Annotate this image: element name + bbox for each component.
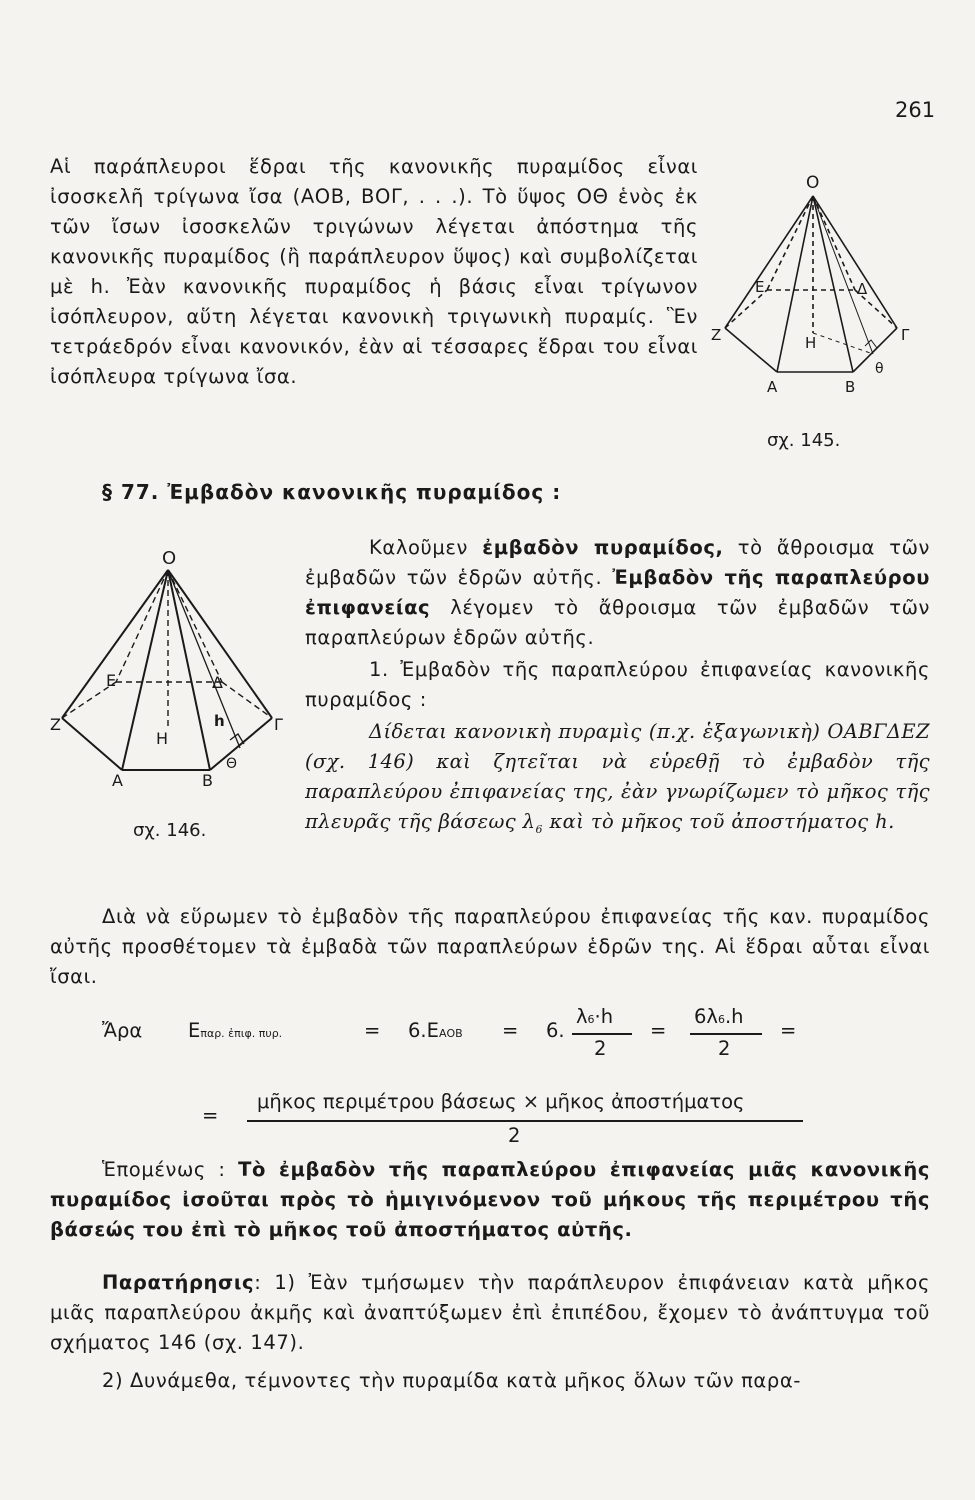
remark-item-2: 2) Δυνάμεθα, τέμνοντες τὴν πυραμίδα κατὰ μῆκος ὅλων τῶν παρα- [102, 1369, 801, 1392]
frac2-num-main: 6λ [694, 1005, 718, 1028]
formula-lhs [188, 1019, 282, 1042]
formula-term1 [408, 1019, 463, 1042]
label-theta: Θ [226, 756, 238, 772]
formula-eq-2: = [502, 1019, 519, 1042]
formula-eq-3: = [650, 1019, 667, 1042]
figure-146-drawing [50, 548, 300, 788]
frac2-bar [690, 1033, 762, 1035]
frac2-num-sub: 6 [717, 1013, 725, 1026]
label-h-slant: h [214, 712, 225, 730]
definition-lead: Καλοῦμεν [369, 536, 483, 559]
definition-rest: λέγομεν τὸ ἄθροισμα τῶν ἐμβαδῶν τῶν παραπλεύρων ἑδρῶν αὐτῆς. [305, 596, 930, 649]
base-dg [222, 682, 272, 718]
frac3-bar [247, 1120, 803, 1122]
label-z: Ζ [50, 715, 61, 734]
frac2-num-end: .h [724, 1005, 744, 1028]
problem-statement-sub: 6 [535, 822, 543, 836]
label-e: Ε [755, 278, 765, 296]
term-pyramid-area: ἐμβαδὸν πυραμίδος, [482, 536, 724, 559]
right-angle-mark [865, 340, 877, 348]
frac1-denominator: 2 [594, 1037, 607, 1060]
formula-eq-4: = [780, 1019, 797, 1042]
label-a: Α [767, 378, 778, 396]
frac1-num-sub: 6 [587, 1013, 595, 1026]
base-za [725, 328, 777, 372]
frac1-num-main: λ [576, 1005, 588, 1028]
problem-title: 1. Ἐμβαδὸν τῆς παραπλεύρου ἐπιφανείας κανονικῆς πυραμίδος : [305, 658, 930, 711]
figure-146 [50, 548, 300, 848]
label-d: Δ [212, 673, 223, 692]
figure-145-caption: σχ. 145. [767, 430, 841, 451]
intro-text: Αἱ παράπλευροι ἕδραι τῆς κανονικῆς πυραμίδος εἶναι ἰσοσκελῆ τρίγωνα ἴσα (ΑΟΒ, ΒΟΓ, . . .). Τὸ ὕψος ΟΘ ἑνὸς ἐκ τῶν ἴσων ἰσοσκελῶν τριγώνων λέγεται ἀπόστημα τῆς κανονικῆς πυραμίδος (ἢ παράπλευρον ὕψος) καὶ συμβολίζεται μὲ h. Ἐὰν κανονικῆς πυραμίδος ἡ βάσις εἶναι τρίγωνον ἰσόπλευρον, αὕτη λέγεται κανονικὴ τριγωνικὴ πυραμίς. Ἓν τετράεδρόν εἶναι κανονικόν, ἐὰν αἱ τέσσαρες ἕδραι του εἶναι ἰσόπλευρα τρίγωνα ἴσα. [50, 155, 698, 388]
formula-prefix: Ἄρα [102, 1019, 143, 1042]
label-z: Ζ [711, 326, 722, 344]
formula-term2-coeff: 6. [546, 1019, 565, 1042]
section-heading: § 77. Ἐμβαδὸν κανονικῆς πυραμίδος : [102, 480, 562, 504]
edge-og [813, 196, 897, 328]
intro-paragraph [50, 152, 698, 392]
frac2-denominator: 2 [718, 1037, 731, 1060]
formula-lhs-symbol: Ε [188, 1019, 201, 1042]
base-za [62, 718, 122, 770]
definition-mid: τὸ ἄθροισμα τῶν ἐμβαδῶν τῶν ἑδρῶν αὐτῆς. [305, 536, 930, 589]
label-h: Η [805, 334, 817, 352]
edge-oe [767, 196, 813, 290]
formula-line-2 [102, 1090, 932, 1152]
figure-146-caption: σχ. 146. [133, 820, 207, 841]
problem-statement-text: Δίδεται κανονικὴ πυραμὶς (π.χ. ἑξαγωνικὴ) ΟΑΒΓΔΕΖ (σχ. 146) καὶ ζητεῖται νὰ εὑρεθῇ τὸ ἐμβαδὸν τῆς παραπλεύρου ἐπιφανείας της, ἐὰν γνωρίζωμεν τὸ μῆκος τῆς πλευρᾶς τῆς βάσεως λ [305, 720, 930, 833]
body-paragraph [50, 902, 930, 992]
conclusion-theorem: Τὸ ἐμβαδὸν τῆς παραπλεύρου ἐπιφανείας μιᾶς κανονικῆς πυραμίδος ἰσοῦται πρὸς τὸ ἡμιγινόμενον τοῦ μήκους τῆς περιμέτρου τῆς βάσεώς του ἐπὶ τὸ μῆκος τοῦ ἀποστήματος αὐτῆς. [50, 1158, 930, 1241]
label-o: Ο [806, 173, 820, 193]
term-lateral-area: Ἐμβαδὸν τῆς παραπλεύρου ἐπιφανείας [305, 566, 930, 619]
frac1-num-end: ·h [594, 1005, 614, 1028]
conclusion-text-block [50, 1155, 930, 1245]
label-d: Δ [857, 280, 868, 298]
formula-line-1 [102, 1005, 932, 1067]
frac3-numerator: μῆκος περιμέτρου βάσεως × μῆκος ἀποστήματος [257, 1090, 745, 1113]
remark-block [50, 1268, 930, 1396]
frac1-numerator [576, 1005, 613, 1028]
remark-label: Παρατήρησις [102, 1271, 255, 1294]
problem-statement [305, 717, 930, 845]
definition-paragraph [305, 533, 930, 653]
edge-od [813, 196, 855, 290]
remark-item-1-text: : 1) Ἐὰν τμήσωμεν τὴν παράπλευρον ἐπιφάνειαν κατὰ μῆκος μιᾶς παραπλεύρου ἀκμῆς καὶ ἀναπτύξωμεν ἐπὶ ἐπιπέδου, ἔχομεν τὸ ἀνάπτυγμα τοῦ σχήματος 146 (σχ. 147). [50, 1271, 930, 1354]
label-a: Α [112, 771, 123, 788]
figure-145-drawing [705, 168, 935, 458]
label-e: Ε [106, 671, 117, 690]
base-ht [813, 333, 873, 354]
frac3-denominator: 2 [508, 1124, 521, 1147]
definition-block [305, 533, 930, 845]
apothem-oth [168, 570, 240, 748]
page-number: 261 [895, 98, 936, 122]
edge-oz [62, 570, 168, 718]
formula-term1-sub: ΑΟΒ [438, 1027, 463, 1040]
label-h-point: Η [156, 729, 169, 748]
formula-lhs-sub: παρ. ἐπιφ. πυρ. [200, 1027, 283, 1040]
label-g: Γ [274, 715, 283, 734]
formula-term1-main: 6.Ε [408, 1019, 439, 1042]
label-b: Β [845, 378, 856, 396]
problem-statement-end: καὶ τὸ μῆκος τοῦ ἀποστήματος h. [542, 810, 895, 833]
frac2-numerator [694, 1005, 744, 1028]
formula-eq-1: = [364, 1019, 381, 1042]
conclusion-lead: Ἑπομένως : [102, 1158, 226, 1181]
remark-item-1 [50, 1268, 930, 1358]
conclusion-paragraph [50, 1155, 930, 1245]
body-text: Διὰ νὰ εὕρωμεν τὸ ἐμβαδὸν τῆς παραπλεύρου ἐπιφανείας τῆς καν. πυραμίδος αὐτῆς προσθέτομεν τὰ ἐμβαδὰ τῶν παραπλεύρων ἑδρῶν της. Αἱ ἕδραι αὗται εἶναι ἴσαι. [50, 905, 930, 988]
label-theta: θ [875, 361, 884, 377]
formula-eq-5: = [202, 1104, 219, 1127]
label-g: Γ [901, 326, 910, 344]
edge-oe [116, 570, 168, 682]
figure-145 [705, 168, 935, 458]
label-o: Ο [162, 548, 177, 569]
frac1-bar [572, 1033, 632, 1035]
edge-ob [813, 196, 853, 372]
edge-od [168, 570, 222, 682]
label-b: Β [202, 771, 213, 788]
